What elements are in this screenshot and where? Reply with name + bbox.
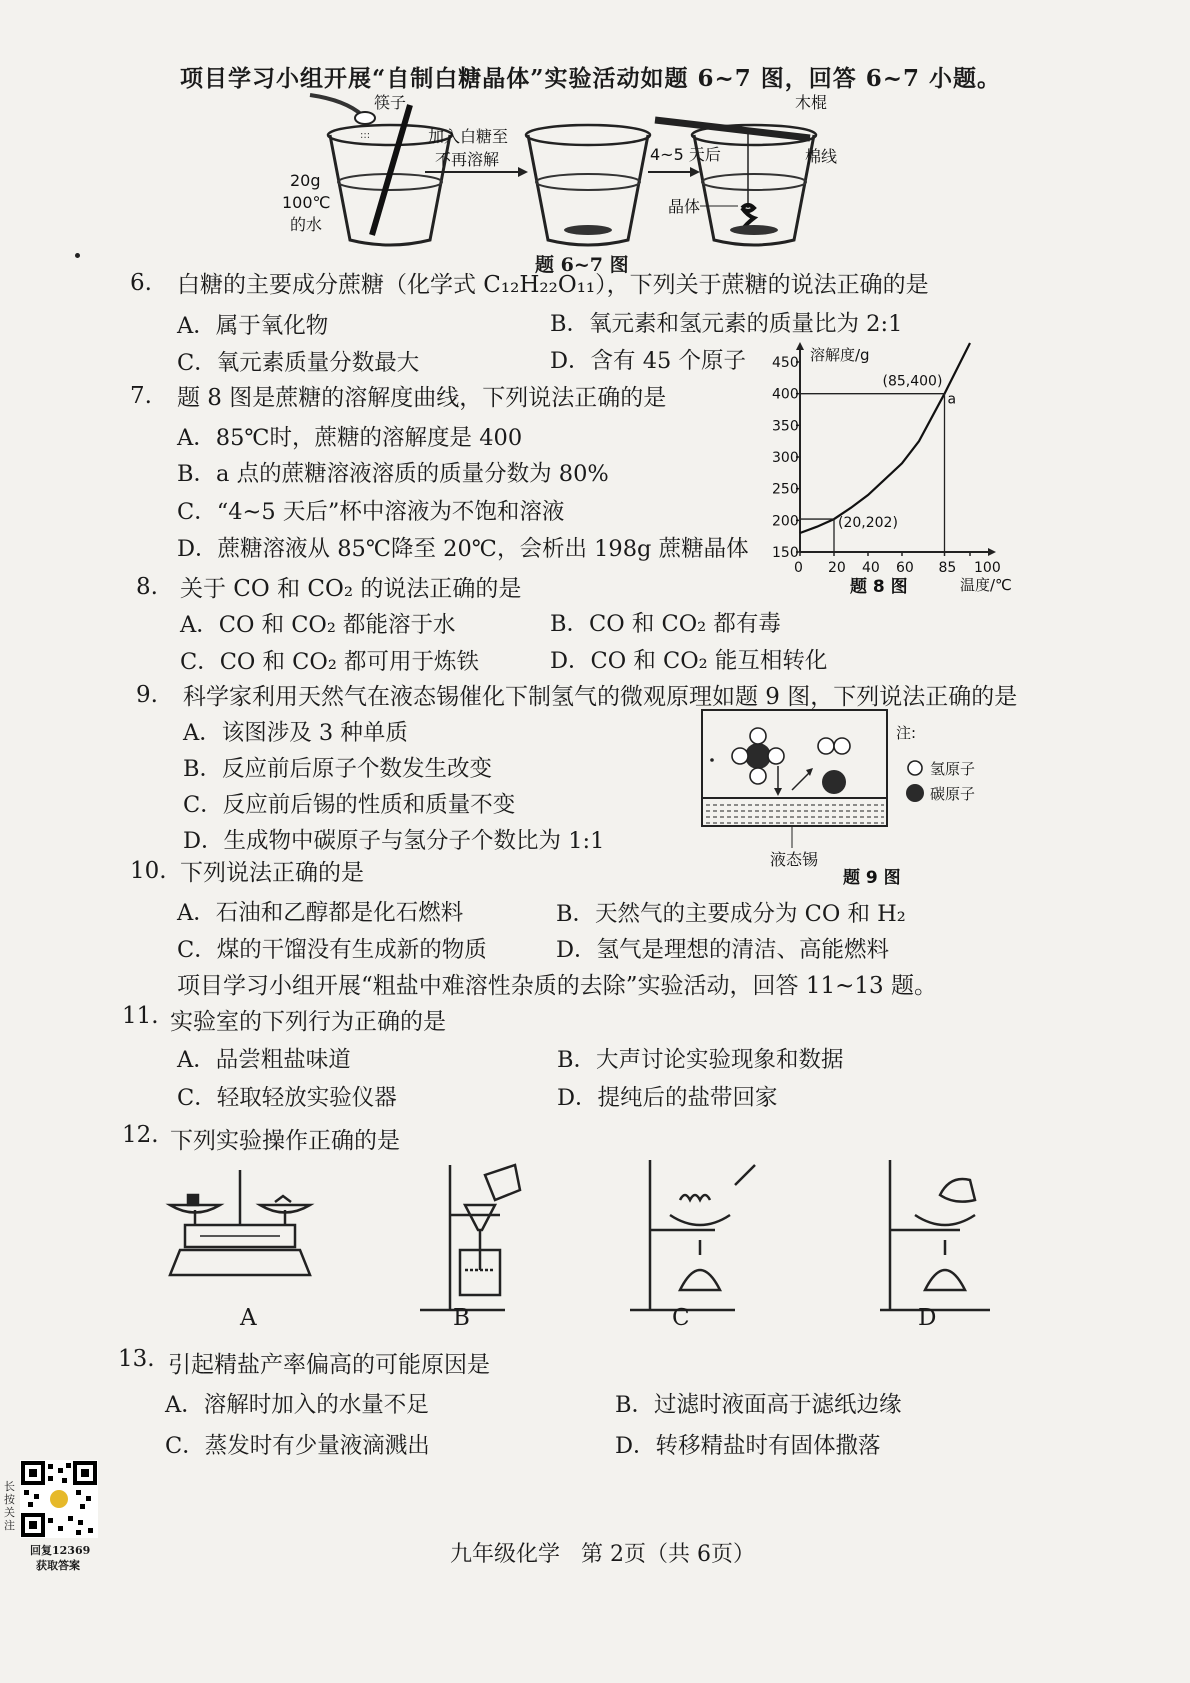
qr-answer-text: 获取答案 [36,1559,80,1572]
arrow1-line1: 加入白糖至 [428,127,509,146]
water-mass-label: 20g [290,171,321,190]
q13-number: 13. [118,1346,155,1372]
q11-option-a: A．品尝粗盐味道 [177,1047,351,1073]
q13-option-d: D．转移精盐时有固体撒落 [615,1433,881,1459]
tin-label: 液态锡 [770,850,819,869]
apparatus-c-evaporation [630,1160,755,1310]
q13-option-c: C．蒸发时有少量液滴溅出 [165,1433,430,1459]
y-tick-label: 400 [772,386,799,403]
q12-stem: 下列实验操作正确的是 [170,1128,400,1154]
q6-option-c: C．氧元素质量分数最大 [177,350,420,376]
q13-option-b: B．过滤时液面高于滤纸边缘 [615,1392,902,1418]
y-tick-label: 450 [772,355,799,371]
q12-number: 12. [122,1122,159,1148]
section-intro-6-7: 项目学习小组开展“自制白糖晶体”实验活动如题 6~7 图，回答 6~7 小题。 [180,65,1002,92]
x-tick-label: 40 [862,560,880,576]
page-footer: 九年级化学 第 2页（共 6页） [450,1542,755,1567]
q11-number: 11. [122,1003,159,1029]
x-tick-label: 85 [938,560,957,576]
arrow2-label: 4~5 天后 [650,145,721,164]
x-tick-label: 100 [974,560,1001,576]
svg-text::::: ::: [360,130,371,141]
point-label-20-202: (20,202) [838,515,898,532]
chart-title: 题 8 图 [850,577,908,597]
q9-number: 9. [136,682,158,708]
q8-stem: 关于 CO 和 CO₂ 的说法正确的是 [180,576,522,602]
qr-side-text: 长按关注 [4,1480,15,1532]
y-tick-label: 250 [772,481,799,498]
stick-label: 木棍 [795,93,828,112]
x-axis-label: 温度/℃ [960,576,1012,594]
qr-reply-text: 回复12369 [30,1544,91,1557]
point-a-label: a [947,391,957,408]
figure-9 [700,708,990,888]
q8-option-a: A．CO 和 CO₂ 都能溶于水 [180,612,456,638]
x-axis-arrow [988,548,996,556]
q8-option-d: D．CO 和 CO₂ 能互相转化 [550,648,828,674]
q8-option-b: B．CO 和 CO₂ 都有毒 [550,611,781,637]
apparatus-b-filtration [420,1165,520,1310]
q9-option-d: D．生成物中碳原子与氢分子个数比为 1:1 [183,828,605,854]
q7-option-b: B．a 点的蔗糖溶液溶质的质量分数为 80% [177,461,609,487]
q9-option-c: C．反应前后锡的性质和质量不变 [183,792,516,818]
q9-option-a: A．该图涉及 3 种单质 [183,720,408,746]
y-tick-label: 300 [772,450,799,466]
q12-label-a: A [240,1305,257,1331]
q12-label-b: B [453,1305,470,1331]
x-tick-label: 20 [828,560,846,576]
q8-number: 8. [136,574,158,600]
q10-option-d: D．氢气是理想的清洁、高能燃料 [556,937,890,963]
water-temp-label: 100℃ [282,193,331,212]
q10-number: 10. [130,858,167,884]
q10-option-a: A．石油和乙醇都是化石燃料 [177,900,464,926]
y-axis-arrow [796,342,804,350]
cotton-label: 棉线 [805,147,838,166]
y-tick-label: 350 [772,418,799,435]
solubility-chart [762,340,1012,605]
q12-label-c: C [672,1305,690,1331]
y-tick-label: 150 [772,545,799,561]
q8-option-c: C．CO 和 CO₂ 都可用于炼铁 [180,649,480,675]
water-label: 的水 [290,215,323,234]
q10-option-c: C．煤的干馏没有生成新的物质 [177,937,487,963]
apparatus-d-transfer [880,1160,990,1310]
y-tick-label: 200 [772,513,799,530]
q7-option-a: A．85℃时，蔗糖的溶解度是 400 [177,425,523,451]
q6-stem: 白糖的主要成分蔗糖（化学式 C₁₂H₂₂O₁₁），下列关于蔗糖的说法正确的是 [177,272,929,298]
legend-carbon: 碳原子 [930,785,976,803]
q10-stem: 下列说法正确的是 [180,860,364,886]
q7-option-c: C．“4~5 天后”杯中溶液为不饱和溶液 [177,499,565,525]
figure-6-7 [282,90,870,270]
q7-stem: 题 8 图是蔗糖的溶解度曲线，下列说法正确的是 [177,385,667,411]
qr-code-icon[interactable] [20,1460,98,1538]
section-intro-11-13: 项目学习小组开展“粗盐中难溶性杂质的去除”实验活动，回答 11~13 题。 [177,973,937,999]
q6-option-d: D．含有 45 个原子 [550,348,746,374]
q9-stem: 科学家利用天然气在液态锡催化下制氢气的微观原理如题 9 图，下列说法正确的是 [183,684,1018,710]
q6-number: 6. [130,270,152,296]
q13-stem: 引起精盐产率偏高的可能原因是 [168,1352,490,1378]
q11-option-b: B．大声讨论实验现象和数据 [557,1047,844,1073]
q13-option-a: A．溶解时加入的水量不足 [165,1392,429,1418]
q10-option-b: B．天然气的主要成分为 CO 和 H₂ [556,901,906,927]
chopsticks-label: 筷子 [374,93,407,112]
q6-option-b: B．氧元素和氢元素的质量比为 2:1 [550,311,903,337]
q11-stem: 实验室的下列行为正确的是 [170,1009,446,1035]
fig9-note: 注: [896,724,917,742]
q11-option-c: C．轻取轻放实验仪器 [177,1085,397,1111]
arrow1-line2: 不再溶解 [435,150,500,169]
q11-option-d: D．提纯后的盐带回家 [557,1085,778,1111]
point-label-85-400: (85,400) [882,373,943,390]
figure-6-7-caption: 题 6~7 图 [535,254,629,276]
x-tick-label: 60 [896,560,914,576]
q12-label-d: D [918,1305,937,1331]
q7-number: 7. [130,383,152,409]
fig9-caption: 题 9 图 [843,868,901,888]
y-axis-label: 溶解度/g [810,346,870,364]
crystal-label: 晶体 [668,197,701,216]
q6-option-a: A．属于氧化物 [177,313,329,339]
q12-apparatus-figures [160,1160,1020,1330]
q7-option-d: D．蔗糖溶液从 85℃降至 20℃，会析出 198g 蔗糖晶体 [177,536,749,562]
x-tick-label: 0 [794,560,803,576]
legend-hydrogen: 氢原子 [930,760,976,778]
apparatus-a-balance [170,1170,310,1275]
q9-option-b: B．反应前后原子个数发生改变 [183,756,493,782]
